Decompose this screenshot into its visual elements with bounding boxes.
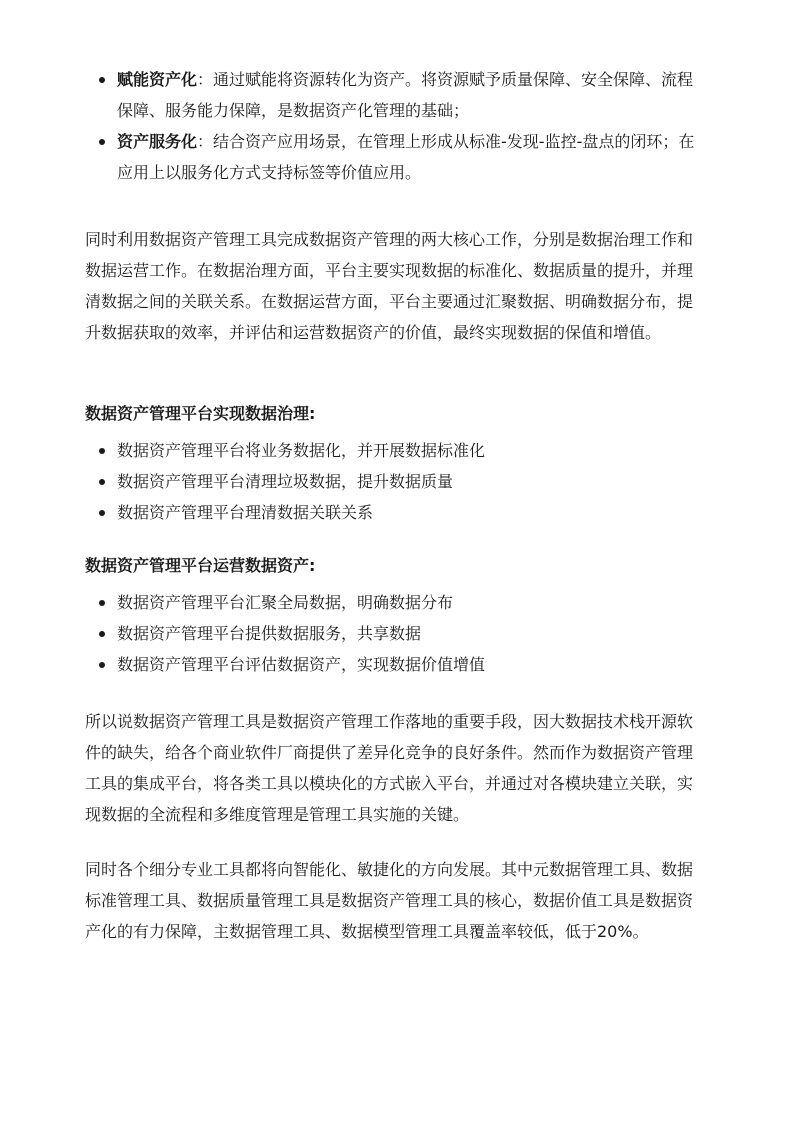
list-item (85, 64, 705, 126)
list-item-text: 数据资产管理平台提供数据服务，共享数据 (117, 624, 422, 643)
list-item (85, 618, 705, 649)
list-item-text: 数据资产管理平台汇聚全局数据，明确数据分布 (117, 593, 454, 612)
paragraph-tools-importance: 所以说数据资产管理工具是数据资产管理工作落地的重要手段，因大数据技术栈开源软件的缺失，给各个商业软件厂商提供了差异化竞争的良好条件。然而作为数据资产管理工具的集成平台，将各类工具以模块化的方式嵌入平台，并通过对各模块建立关联，实现数据的全流程和多维度管理是管理工具实施的关键。 (85, 712, 694, 824)
list-item (85, 587, 705, 618)
paragraph-tools-trend: 同时各个细分专业工具都将向智能化、敏捷化的方向发展。其中元数据管理工具、数据标准管理工具、数据质量管理工具是数据资产管理工具的核心，数据价值工具是数据资产化的有力保障，主数据管理工具、数据模型管理工具覆盖率较低，低于20%。 (85, 860, 694, 941)
bullet-dot-icon (99, 631, 105, 637)
list-item (85, 649, 705, 680)
paragraph-core-work: 同时利用数据资产管理工具完成数据资产管理的两大核心工作，分别是数据治理工作和数据运营工作。在数据治理方面，平台主要实现数据的标准化、数据质量的提升，并理清数据之间的关联关系。在数据运营方面，平台主要通过汇聚数据、明确数据分布，提升数据获取的效率，并评估和运营数据资产的价值，最终实现数据的保值和增值。 (85, 230, 694, 342)
list-item-separator: ： (197, 132, 214, 151)
list-item-text: 结合资产应用场景，在管理上形成从标准-发现-监控-盘点的闭环；在应用上以服务化方式支持标签等价值应用。 (117, 132, 695, 182)
section-heading-operation: 数据资产管理平台运营数据资产: (85, 556, 316, 575)
list-item-term: 赋能资产化 (117, 70, 198, 89)
list-item-text: 数据资产管理平台理清数据关联关系 (117, 503, 374, 522)
governance-bullet-list (85, 435, 705, 528)
list-item-text: 数据资产管理平台清理垃圾数据，提升数据质量 (117, 472, 454, 491)
list-item-term: 资产服务化 (117, 132, 198, 151)
list-item-separator: ： (197, 70, 214, 89)
list-item (85, 435, 705, 466)
bullet-dot-icon (99, 479, 105, 485)
bullet-dot-icon (99, 448, 105, 454)
intro-bullet-list (85, 64, 705, 188)
bullet-dot-icon (99, 600, 105, 606)
list-item (85, 466, 705, 497)
section-heading-governance: 数据资产管理平台实现数据治理: (85, 404, 316, 423)
list-item (85, 497, 705, 528)
document-body (85, 64, 705, 947)
list-item (85, 126, 705, 188)
bullet-dot-icon (99, 77, 105, 83)
bullet-dot-icon (99, 662, 105, 668)
list-item-text: 数据资产管理平台将业务数据化，并开展数据标准化 (117, 441, 486, 460)
bullet-dot-icon (99, 510, 105, 516)
bullet-dot-icon (99, 139, 105, 145)
operation-bullet-list (85, 587, 705, 680)
list-item-text: 通过赋能将资源转化为资产。将资源赋予质量保障、安全保障、流程保障、服务能力保障，是数据资产化管理的基础； (117, 70, 694, 120)
list-item-text: 数据资产管理平台评估数据资产，实现数据价值增值 (117, 655, 486, 674)
